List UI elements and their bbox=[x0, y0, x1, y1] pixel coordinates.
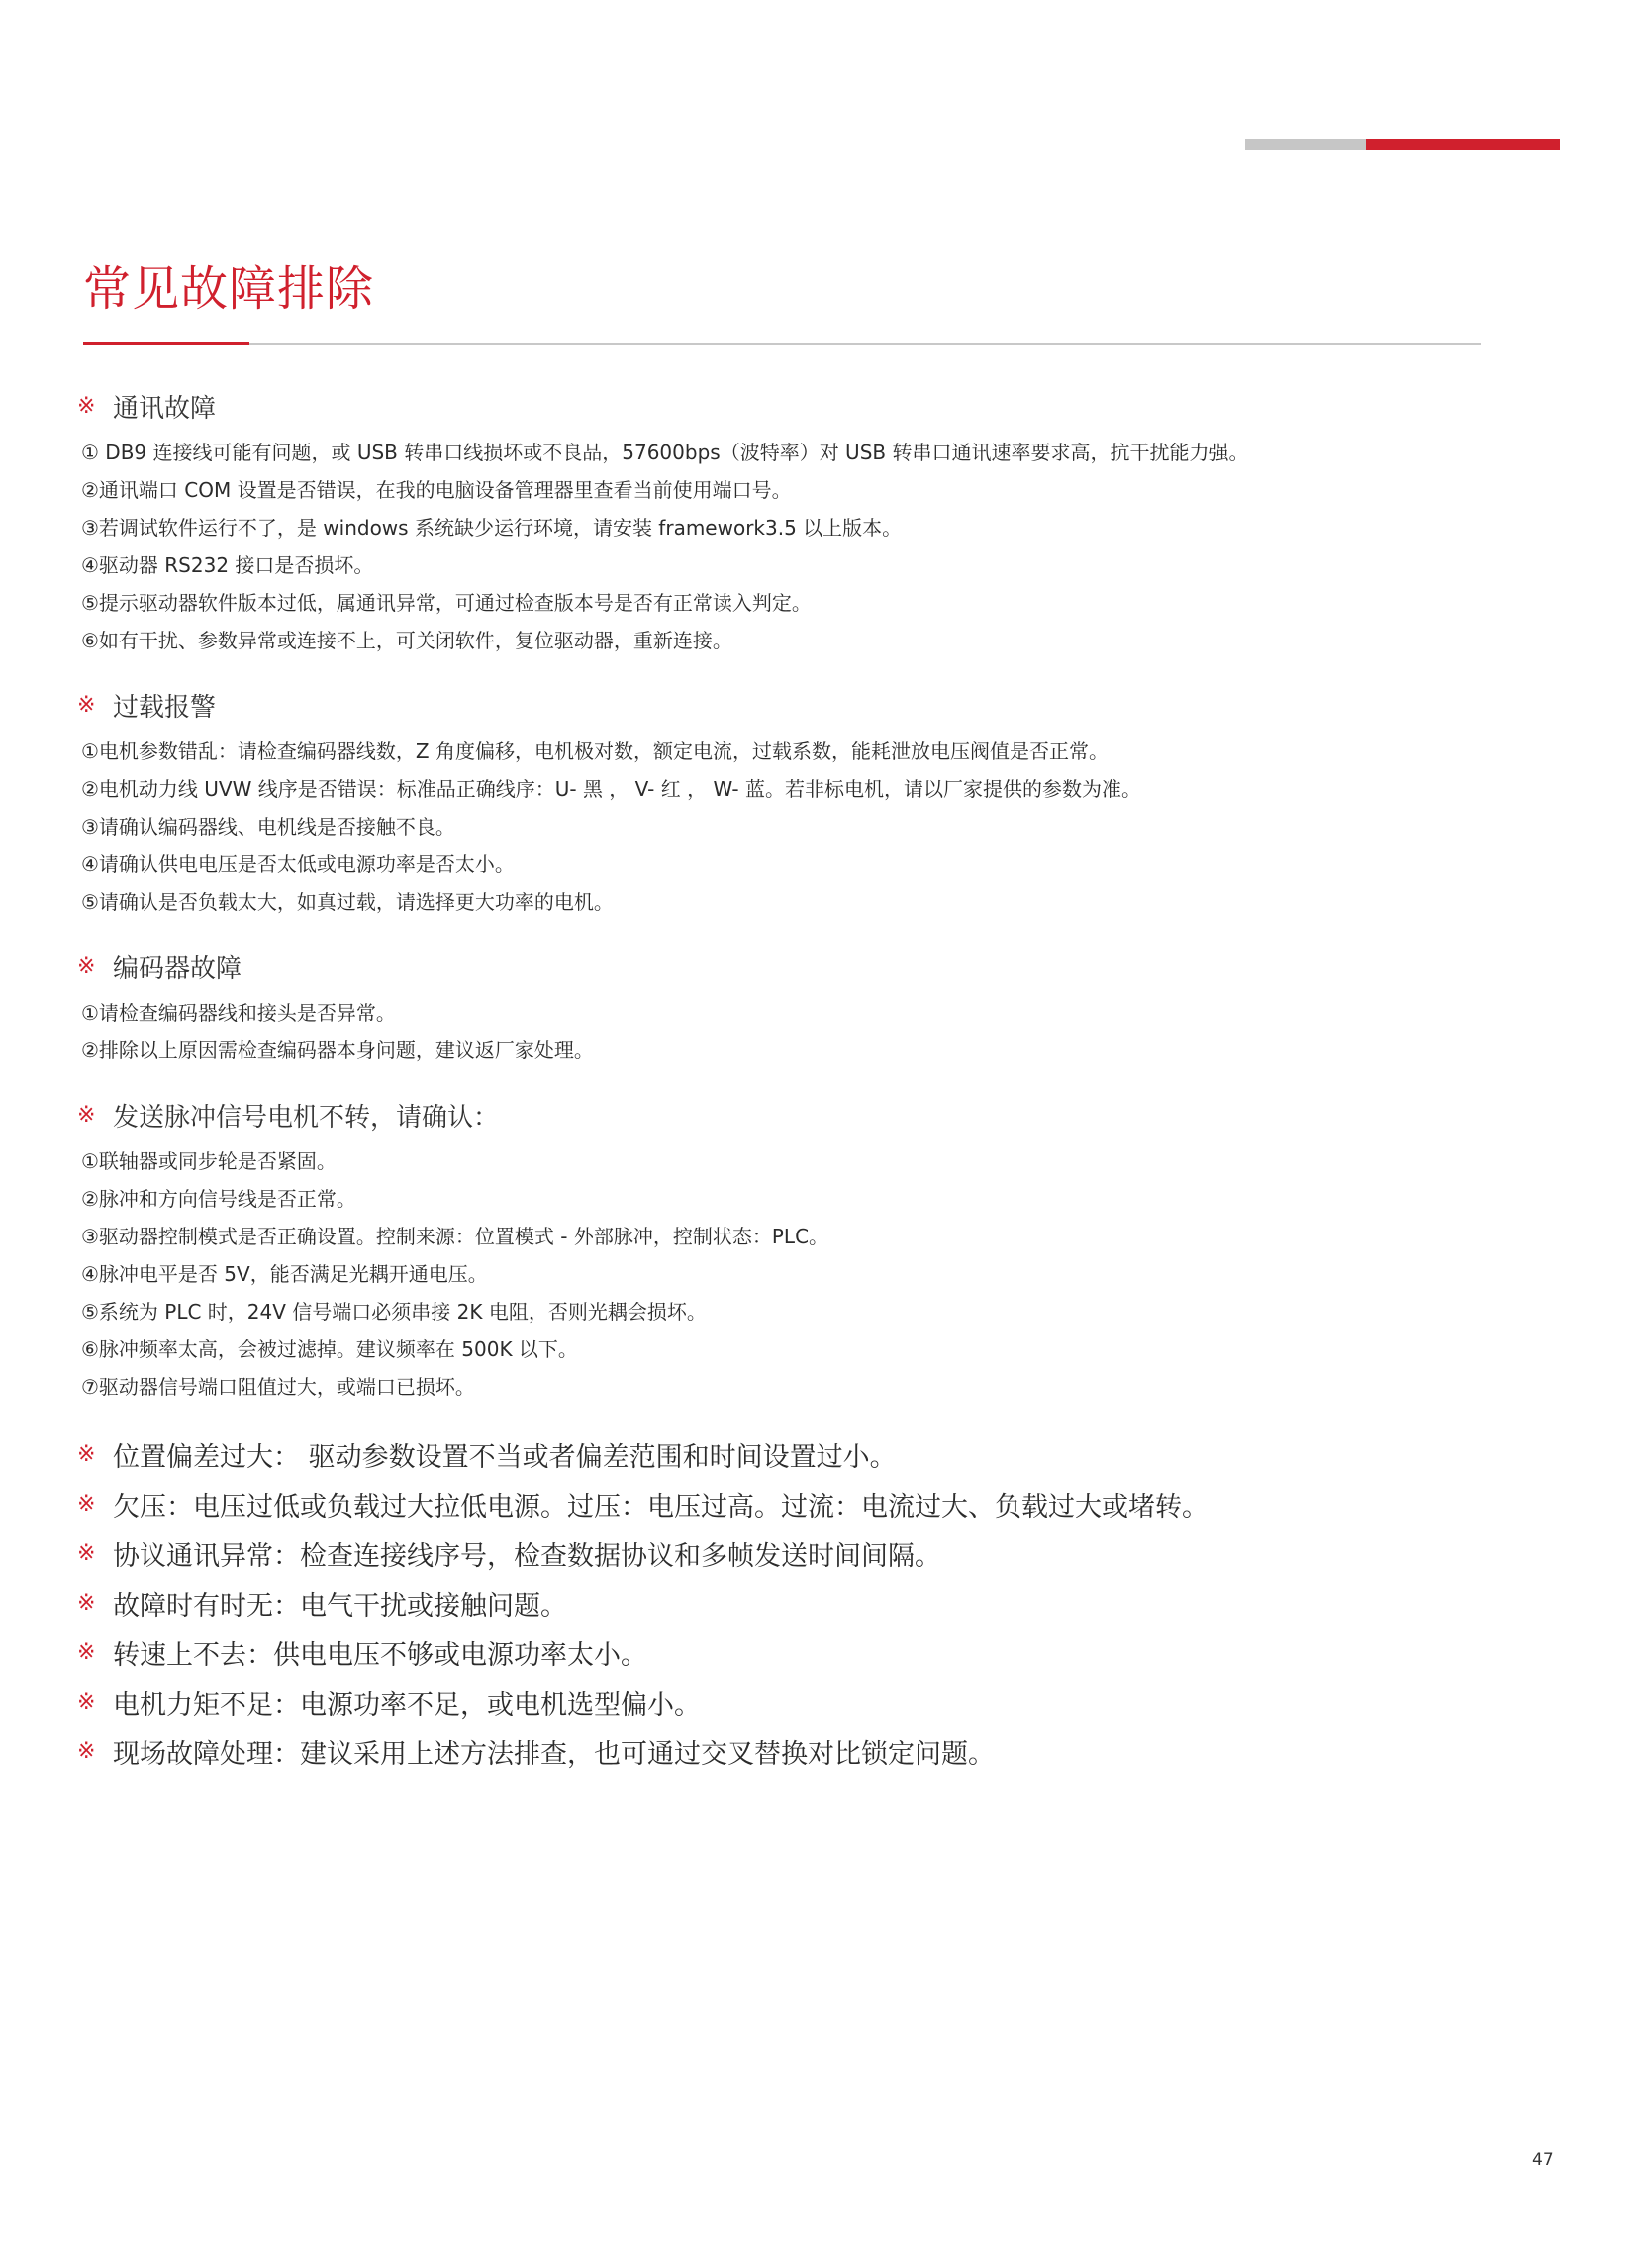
list-item: ⑤系统为 PLC 时，24V 信号端口必须串接 2K 电阻，否则光耦会损坏。 bbox=[81, 1300, 707, 1324]
item-list bbox=[77, 733, 1483, 921]
reference-mark-icon: ※ bbox=[77, 393, 96, 419]
note-item bbox=[77, 1677, 1483, 1726]
list-item: ②电机动力线 UVW 线序是否错误：标准品正确线序：U- 黑 ， V- 红 ， W- 蓝。若非标电机，请以厂家提供的参数为准。 bbox=[81, 777, 1142, 801]
list-item: ⑤请确认是否负载太大，如真过载，请选择更大功率的电机。 bbox=[81, 890, 614, 914]
list-item: ④驱动器 RS232 接口是否损坏。 bbox=[81, 553, 374, 577]
reference-mark-icon: ※ bbox=[77, 1540, 96, 1566]
page-number: 47 bbox=[1532, 2150, 1554, 2170]
list-item: ③请确认编码器线、电机线是否接触不良。 bbox=[81, 815, 455, 838]
list-item: ⑥如有干扰、参数异常或连接不上，可关闭软件，复位驱动器，重新连接。 bbox=[81, 629, 732, 652]
list-item: ⑤提示驱动器软件版本过低，属通讯异常，可通过检查版本号是否有正常读入判定。 bbox=[81, 591, 812, 615]
note-text: 电机力矩不足：电源功率不足，或电机选型偏小。 bbox=[113, 1689, 701, 1721]
header-accent-bar-red bbox=[1366, 139, 1560, 150]
list-item: ②脉冲和方向信号线是否正常。 bbox=[81, 1187, 356, 1211]
section-heading bbox=[77, 944, 1483, 988]
section-pulse-no-rotation bbox=[77, 1093, 1483, 1406]
reference-mark-icon: ※ bbox=[77, 1689, 96, 1715]
list-item: ④请确认供电电压是否太低或电源功率是否太小。 bbox=[81, 852, 515, 876]
title-divider bbox=[83, 343, 1481, 345]
list-item: ②通讯端口 COM 设置是否错误，在我的电脑设备管理器里查看当前使用端口号。 bbox=[81, 478, 792, 502]
quick-notes bbox=[77, 1430, 1483, 1776]
header-accent-bar-gray bbox=[1245, 139, 1366, 150]
list-item: ④脉冲电平是否 5V，能否满足光耦开通电压。 bbox=[81, 1262, 488, 1286]
note-item bbox=[77, 1479, 1483, 1528]
content bbox=[77, 384, 1483, 1776]
list-item: ③若调试软件运行不了，是 windows 系统缺少运行环境，请安装 framework3.5 以上版本。 bbox=[81, 516, 903, 540]
item-list bbox=[77, 1142, 1483, 1406]
section-overload-alarm bbox=[77, 683, 1483, 921]
reference-mark-icon: ※ bbox=[77, 1738, 96, 1764]
list-item: ①联轴器或同步轮是否紧固。 bbox=[81, 1149, 337, 1173]
reference-mark-icon: ※ bbox=[77, 1639, 96, 1665]
reference-mark-icon: ※ bbox=[77, 1590, 96, 1616]
item-list bbox=[77, 994, 1483, 1069]
page-title: 常见故障排除 bbox=[83, 261, 375, 317]
note-item bbox=[77, 1627, 1483, 1677]
note-text: 欠压：电压过低或负载过大拉低电源。过压：电压过高。过流：电流过大、负载过大或堵转。 bbox=[113, 1491, 1209, 1523]
note-text: 转速上不去：供电电压不够或电源功率太小。 bbox=[113, 1639, 647, 1671]
section-heading bbox=[77, 1093, 1483, 1136]
section-heading-text: 通讯故障 bbox=[113, 393, 217, 424]
note-item bbox=[77, 1528, 1483, 1578]
note-text: 故障时有时无：电气干扰或接触问题。 bbox=[113, 1590, 567, 1622]
note-item bbox=[77, 1430, 1483, 1479]
item-list bbox=[77, 434, 1483, 659]
list-item: ① DB9 连接线可能有问题，或 USB 转串口线损坏或不良品，57600bps（波特率）对 USB 转串口通讯速率要求高，抗干扰能力强。 bbox=[81, 441, 1249, 464]
list-item: ①电机参数错乱：请检查编码器线数，Z 角度偏移，电机极对数，额定电流，过载系数，能耗泄放电压阀值是否正常。 bbox=[81, 740, 1109, 763]
section-heading bbox=[77, 683, 1483, 727]
section-encoder-fault bbox=[77, 944, 1483, 1069]
note-text: 现场故障处理：建议采用上述方法排查，也可通过交叉替换对比锁定问题。 bbox=[113, 1738, 995, 1770]
reference-mark-icon: ※ bbox=[77, 1441, 96, 1467]
title-divider-accent bbox=[83, 342, 249, 345]
list-item: ③驱动器控制模式是否正确设置。控制来源：位置模式 - 外部脉冲，控制状态：PLC。 bbox=[81, 1225, 829, 1248]
section-communication-fault bbox=[77, 384, 1483, 659]
list-item: ①请检查编码器线和接头是否异常。 bbox=[81, 1001, 396, 1025]
section-heading bbox=[77, 384, 1483, 428]
list-item: ⑥脉冲频率太高，会被过滤掉。建议频率在 500K 以下。 bbox=[81, 1337, 578, 1361]
section-heading-text: 过载报警 bbox=[113, 692, 217, 723]
reference-mark-icon: ※ bbox=[77, 1102, 96, 1128]
section-heading-text: 编码器故障 bbox=[113, 953, 242, 984]
section-heading-text: 发送脉冲信号电机不转，请确认： bbox=[113, 1102, 500, 1133]
list-item: ⑦驱动器信号端口阻值过大，或端口已损坏。 bbox=[81, 1375, 475, 1399]
reference-mark-icon: ※ bbox=[77, 692, 96, 718]
list-item: ②排除以上原因需检查编码器本身问题，建议返厂家处理。 bbox=[81, 1038, 594, 1062]
note-text: 位置偏差过大： 驱动参数设置不当或者偏差范围和时间设置过小。 bbox=[113, 1441, 897, 1473]
reference-mark-icon: ※ bbox=[77, 953, 96, 979]
note-text: 协议通讯异常：检查连接线序号，检查数据协议和多帧发送时间间隔。 bbox=[113, 1540, 941, 1572]
reference-mark-icon: ※ bbox=[77, 1491, 96, 1517]
note-item bbox=[77, 1726, 1483, 1776]
note-item bbox=[77, 1578, 1483, 1627]
